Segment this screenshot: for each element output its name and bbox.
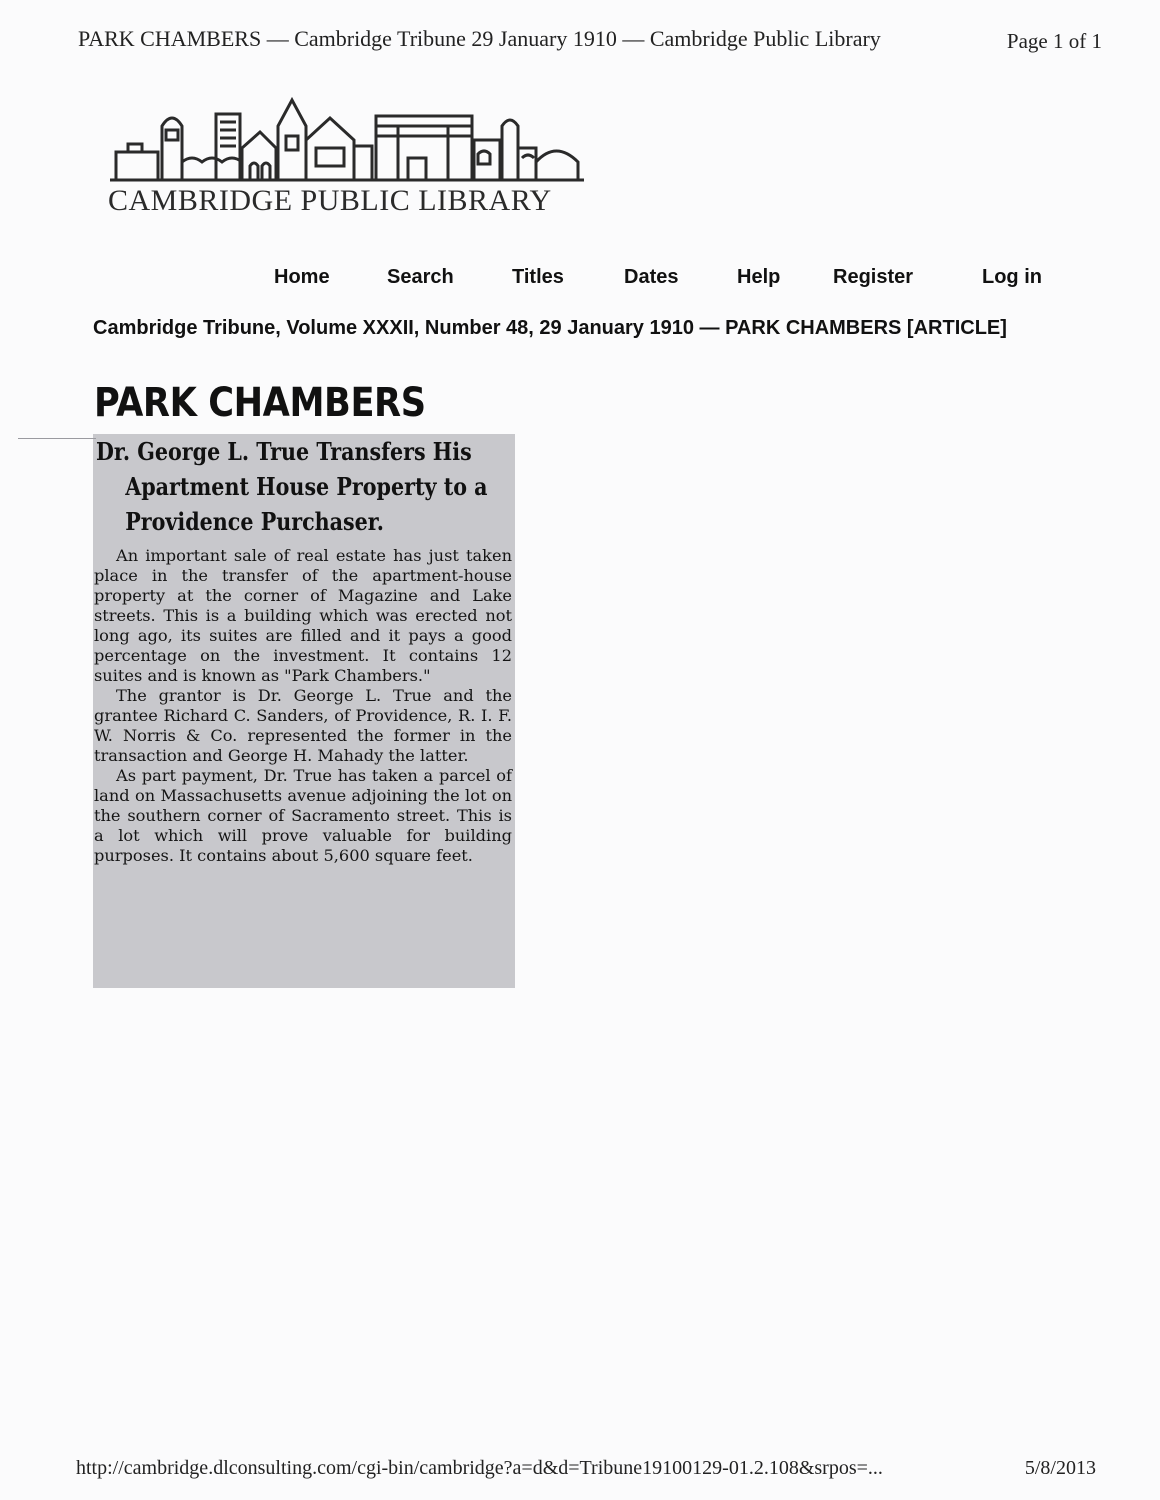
article-paragraph: The grantor is Dr. George L. True and the grantee Richard C. Sanders, of Providence, R. I. F. W. Norris & Co. represented the former in the transaction and George H. Mahady the latter.: [94, 686, 512, 765]
nav-log-in[interactable]: Log in: [982, 266, 1042, 288]
article-paragraph: An important sale of real estate has just taken place in the transfer of the apartment-house property at the corner of Magazine and Lake streets. This is a building which was erected not long ago, its suites are filled and it pays a good percentage on the investment. It contains 12 suites and is known as "Park Chambers.": [94, 546, 512, 685]
article-paragraph: As part payment, Dr. True has taken a parcel of land on Massachusetts avenue adjoining the lot on the southern corner of Sacramento street. This is a lot which will prove valuable for building purposes. It contains about 5,600 square feet.: [94, 766, 512, 865]
deck-line-2: Apartment House Property to a: [125, 472, 488, 501]
library-logo-text: CAMBRIDGE PUBLIC LIBRARY: [108, 184, 552, 217]
deck-line-1: Dr. George L. True Transfers His: [96, 437, 472, 466]
article-deck: [96, 434, 500, 539]
print-footer-url: http://cambridge.dlconsulting.com/cgi-bin/cambridge?a=d&d=Tribune19100129-01.2.108&srpos=...: [76, 1457, 883, 1479]
nav-register[interactable]: Register: [833, 266, 914, 288]
nav-search[interactable]: Search: [387, 266, 454, 288]
print-page-number: Page 1 of 1: [1006, 29, 1102, 53]
main-nav: [0, 266, 1160, 296]
scan-artifact-line: [18, 438, 96, 439]
deck-line-3: Providence Purchaser.: [125, 507, 384, 536]
article-headline: PARK CHAMBERS: [94, 380, 426, 426]
nav-titles[interactable]: Titles: [512, 266, 564, 288]
article-body: [94, 546, 512, 866]
library-logo[interactable]: [108, 96, 586, 226]
print-header-title: PARK CHAMBERS — Cambridge Tribune 29 January 1910 — Cambridge Public Library: [78, 26, 881, 51]
article-citation: Cambridge Tribune, Volume XXXII, Number 48, 29 January 1910 — PARK CHAMBERS [ARTICLE]: [93, 317, 1007, 339]
nav-dates[interactable]: Dates: [624, 266, 679, 288]
library-skyline-icon: [108, 96, 586, 186]
nav-help[interactable]: Help: [737, 266, 781, 288]
nav-home[interactable]: Home: [274, 266, 330, 288]
print-footer-date: 5/8/2013: [1024, 1457, 1096, 1479]
